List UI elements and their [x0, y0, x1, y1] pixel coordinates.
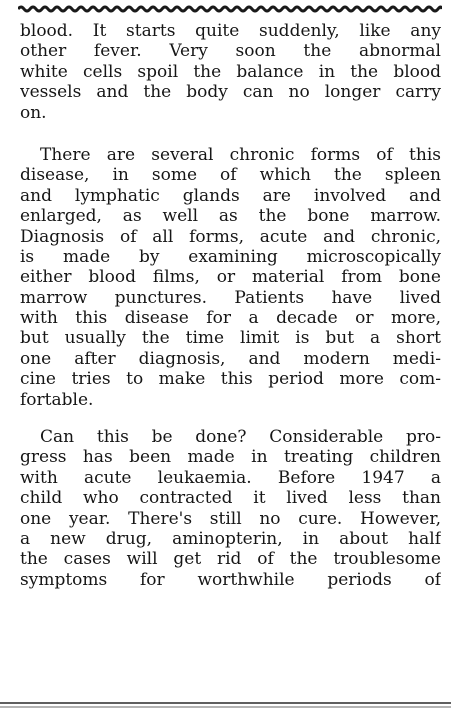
paragraph-3 [20, 427, 441, 590]
text-line: symptoms for worthwhile periods of [20, 569, 441, 590]
text-line: white cells spoil the balance in the blood [20, 61, 441, 82]
text-line: one after diagnosis, and modern medi- [20, 348, 441, 369]
text-line: disease, in some of which the spleen [20, 165, 441, 186]
text-line: the cases will get rid of the troublesome [20, 549, 441, 570]
text-line: on. [20, 102, 47, 123]
text-line: but usually the time limit is but a short [20, 328, 441, 349]
paragraph-1 [20, 21, 441, 123]
text-line: enlarged, as well as the bone marrow. [20, 206, 441, 227]
text-line: one year. There's still no cure. However, [20, 508, 441, 529]
text-line: vessels and the body can no longer carry [20, 82, 441, 103]
text-line: gress has been made in treating children [20, 447, 441, 468]
text-line: child who contracted it lived less than [20, 488, 441, 509]
text-line: with acute leukaemia. Before 1947 a [20, 467, 441, 488]
top-decorative-rule [18, 3, 442, 15]
text-line: cine tries to make this period more com- [20, 369, 441, 390]
text-line: fortable. [20, 389, 94, 410]
text-line: Diagnosis of all forms, acute and chronic, [20, 226, 441, 247]
text-line: is made by examining microscopically [20, 246, 441, 267]
text-line: other fever. Very soon the abnormal [20, 41, 441, 62]
article-text-column [20, 21, 441, 590]
text-line: There are several chronic forms of this [40, 144, 441, 165]
text-line: a new drug, aminopterin, in about half [20, 528, 441, 549]
text-line: marrow punctures. Patients have lived [20, 287, 441, 308]
text-line: Can this be done? Considerable pro- [40, 427, 441, 448]
text-line: with this disease for a decade or more, [20, 308, 441, 329]
text-line: and lymphatic glands are involved and [20, 185, 441, 206]
paragraph-2 [20, 145, 441, 410]
bottom-page-rule [0, 700, 451, 710]
text-line: either blood films, or material from bone [20, 267, 441, 288]
text-line: blood. It starts quite suddenly, like any [20, 21, 441, 41]
